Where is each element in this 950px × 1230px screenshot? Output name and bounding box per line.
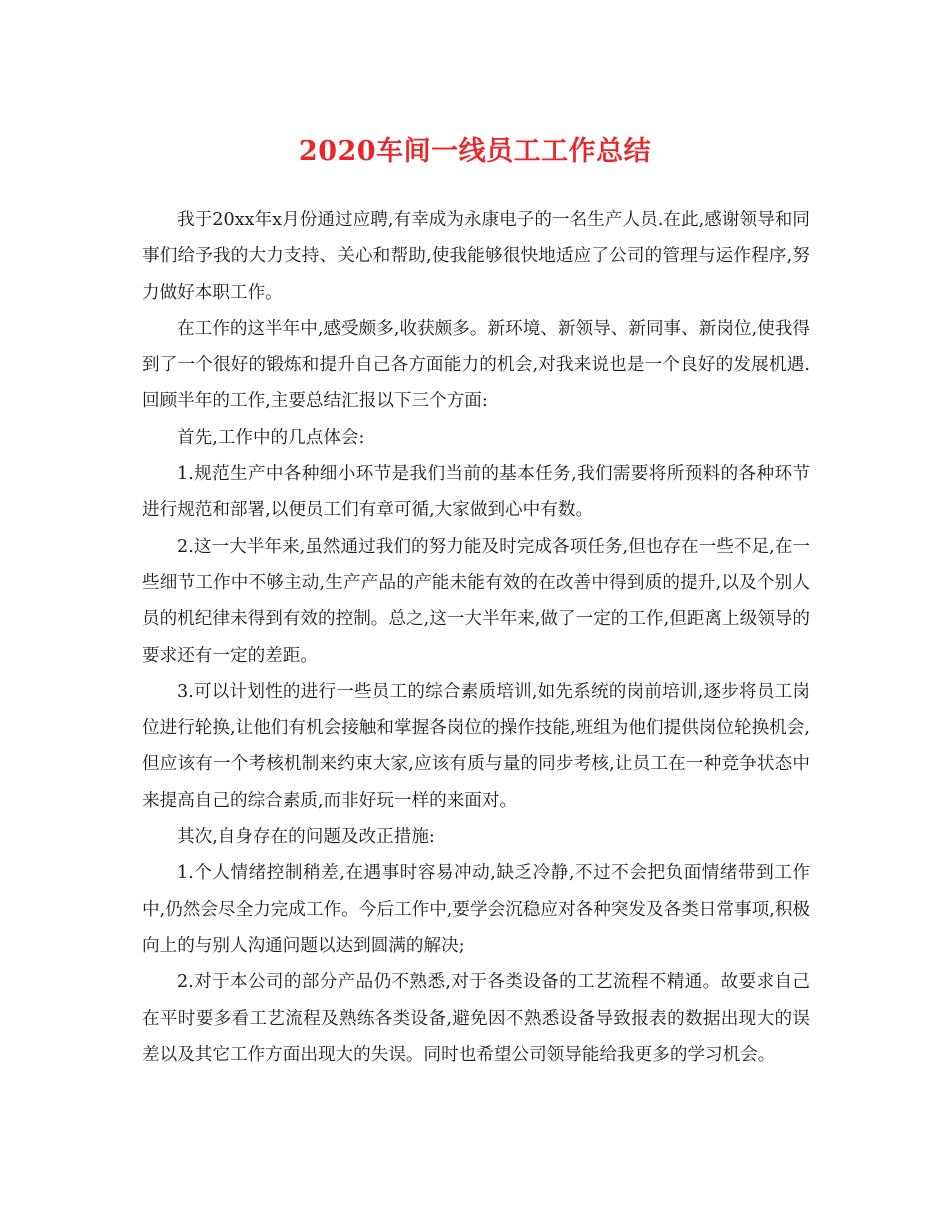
section-heading-problems: 其次,自身存在的问题及改正措施: [177, 827, 435, 848]
paragraph-intro: 我于20xx年x月份通过应聘,有幸成为永康电子的一名生产人员.在此,感谢领导和同事们给予我的大力支持、关心和帮助,使我能够很快地适应了公司的管理与运作程序,努力做好本职工作。 [142, 210, 810, 303]
section-heading-experience: 首先,工作中的几点体会: [177, 427, 365, 448]
paragraph-overview: 在工作的这半年中,感受颇多,收获颇多。新环境、新领导、新同事、新岗位,使我得到了一个很好的锻炼和提升自己各方面能力的机会,对我来说也是一个良好的发展机遇.回顾半年的工作,主要总结汇报以下三个方面: [142, 318, 810, 412]
document-title: 2020车间一线员工工作总结 [298, 136, 652, 167]
paragraph-experience-3: 3.可以计划性的进行一些员工的综合素质培训,如先系统的岗前培训,逐步将员工岗位进行轮换,让他们有机会接触和掌握各岗位的操作技能,班组为他们提供岗位轮换机会,但应该有一个考核机制来约束大家,应该有质与量的同步考核,让员工在一种竞争状态中来提高自己的综合素质,而非好玩一样的来面对。 [142, 681, 810, 811]
paragraph-problem-2: 2.对于本公司的部分产品仍不熟悉,对于各类设备的工艺流程不精通。故要求自己在平时要多看工艺流程及熟练各类设备,避免因不熟悉设备导致报表的数据出现大的误差以及其它工作方面出现大的失误。同时也希望公司领导能给我更多的学习机会。 [142, 972, 810, 1065]
paragraph-experience-2: 2.这一大半年来,虽然通过我们的努力能及时完成各项任务,但也存在一些不足,在一些细节工作中不够主动,生产产品的产能未能有效的在改善中得到质的提升,以及个别人员的机纪律未得到有效的控制。总之,这一大半年来,做了一定的工作,但距离上级领导的要求还有一定的差距。 [142, 536, 810, 666]
paragraph-problem-1: 1.个人情绪控制稍差,在遇事时容易冲动,缺乏冷静,不过不会把负面情绪带到工作中,仍然会尽全力完成工作。今后工作中,要学会沉稳应对各种突发及各类日常事项,积极向上的与别人沟通问题以达到圆满的解决; [142, 863, 810, 956]
document-body [142, 202, 810, 1073]
paragraph-experience-1: 1.规范生产中各种细小环节是我们当前的基本任务,我们需要将所预料的各种环节进行规范和部署,以便员工们有章可循,大家做到心中有数。 [142, 464, 810, 521]
